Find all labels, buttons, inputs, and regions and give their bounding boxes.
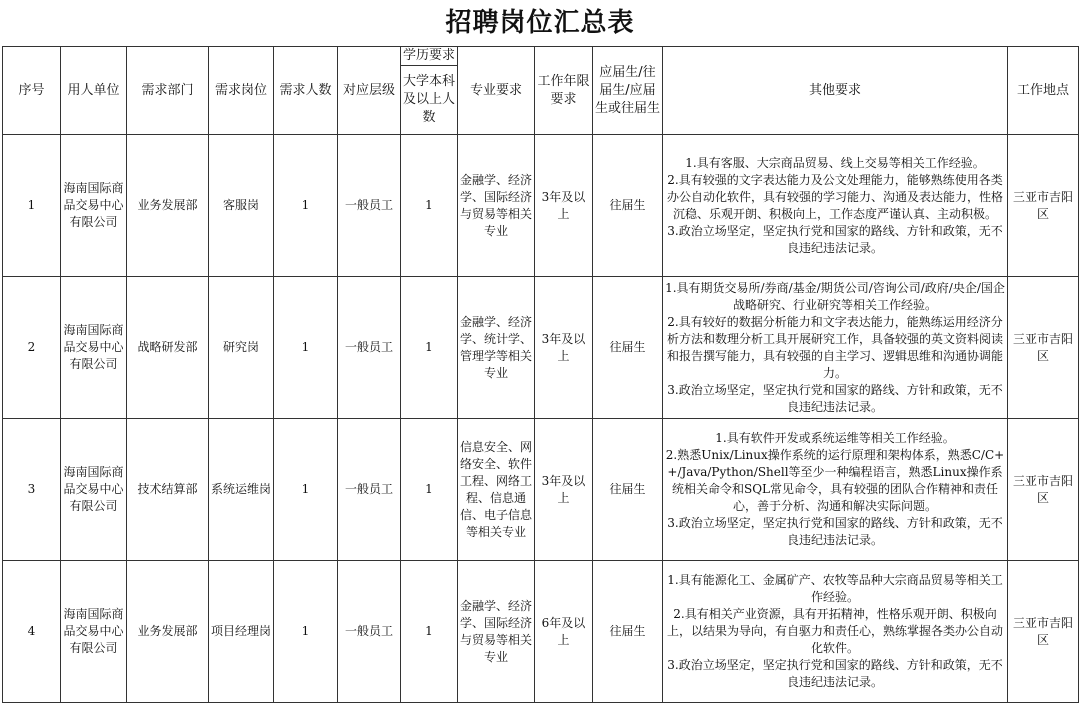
header-other: 其他要求 [663, 47, 1008, 135]
cell-count: 1 [274, 277, 338, 419]
cell-graduate: 往届生 [593, 419, 663, 561]
table-row [3, 419, 1079, 561]
cell-education: 1 [401, 277, 458, 419]
cell-position: 系统运维岗 [209, 419, 274, 561]
requirement-item: 1.具有期货交易所/券商/基金/期货公司/咨询公司/政府/央企/国企战略研究、行业研究等相关工作经验。 [665, 280, 1005, 312]
cell-years: 3年及以上 [535, 135, 593, 277]
cell-major: 信息安全、网络安全、软件工程、网络工程、信息通信、电子信息等相关专业 [458, 419, 535, 561]
requirement-item: 2.具有较强的文字表达能力及公文处理能力，能够熟练使用各类办公自动化软件，具有较强的学习能力、沟通及表达能力，性格沉稳、乐观开朗、积极向上，工作态度严谨认真、主动积极。 [666, 172, 1003, 221]
header-years: 工作年限要求 [535, 47, 593, 135]
cell-seq: 1 [3, 135, 61, 277]
table-row [3, 561, 1079, 703]
cell-location: 三亚市吉阳区 [1008, 419, 1079, 561]
header-graduate: 应届生/往届生/应届生或往届生 [593, 47, 663, 135]
cell-graduate: 往届生 [593, 277, 663, 419]
header-major: 专业要求 [458, 47, 535, 135]
cell-major: 金融学、经济学、统计学、管理学等相关专业 [458, 277, 535, 419]
table-row [3, 135, 1079, 277]
cell-department: 业务发展部 [127, 135, 209, 277]
header-education-group: 学历要求 [401, 47, 458, 66]
cell-level: 一般员工 [338, 561, 401, 703]
header-level: 对应层级 [338, 47, 401, 135]
cell-years: 6年及以上 [535, 561, 593, 703]
cell-employer: 海南国际商品交易中心有限公司 [61, 561, 127, 703]
requirement-item: 3.政治立场坚定，坚定执行党和国家的路线、方针和政策，无不良违纪违法记录。 [667, 516, 1003, 547]
cell-location: 三亚市吉阳区 [1008, 561, 1079, 703]
cell-department: 业务发展部 [127, 561, 209, 703]
header-education: 大学本科及以上人数 [401, 66, 458, 135]
cell-position: 研究岗 [209, 277, 274, 419]
cell-years: 3年及以上 [535, 277, 593, 419]
cell-level: 一般员工 [338, 419, 401, 561]
cell-department: 技术结算部 [127, 419, 209, 561]
cell-count: 1 [274, 419, 338, 561]
cell-education: 1 [401, 561, 458, 703]
requirement-item: 2.具有相关产业资源，具有开拓精神，性格乐观开朗、积极向上，以结果为导向，有自驱力和责任心，熟练掌握各类办公自动化软件。 [666, 607, 1003, 655]
requirement-item: 2.熟悉Unix/Linux操作系统的运行原理和架构体系，熟悉C/C++/Java/Python/Shell等至少一种编程语言，熟悉Linux操作系统相关命令和SQL常见命令，具有较强的团队合作精神和责任心，善于分析、沟通和解决实际问题。 [665, 448, 1005, 513]
header-seq: 序号 [3, 47, 61, 135]
cell-position: 项目经理岗 [209, 561, 274, 703]
requirement-item: 1.具有客服、大宗商品贸易、线上交易等相关工作经验。 [685, 155, 985, 170]
requirement-item: 1.具有软件开发或系统运维等相关工作经验。 [715, 431, 955, 445]
header-employer: 用人单位 [61, 47, 127, 135]
requirement-item: 3.政治立场坚定，坚定执行党和国家的路线、方针和政策，无不良违纪违法记录。 [667, 382, 1003, 414]
cell-other [663, 135, 1008, 277]
header-department: 需求部门 [127, 47, 209, 135]
cell-employer: 海南国际商品交易中心有限公司 [61, 419, 127, 561]
cell-seq: 4 [3, 561, 61, 703]
cell-count: 1 [274, 561, 338, 703]
requirement-item: 3.政治立场坚定，坚定执行党和国家的路线、方针和政策，无不良违纪违法记录。 [667, 658, 1003, 689]
header-location: 工作地点 [1008, 47, 1079, 135]
requirement-item: 1.具有能源化工、金属矿产、农牧等品种大宗商品贸易等相关工作经验。 [667, 573, 1003, 604]
cell-count: 1 [274, 135, 338, 277]
cell-location: 三亚市吉阳区 [1008, 277, 1079, 419]
header-count: 需求人数 [274, 47, 338, 135]
cell-major: 金融学、经济学、国际经济与贸易等相关专业 [458, 135, 535, 277]
page-title: 招聘岗位汇总表 [445, 8, 635, 38]
cell-level: 一般员工 [338, 277, 401, 419]
cell-other [663, 561, 1008, 703]
cell-position: 客服岗 [209, 135, 274, 277]
header-row [3, 47, 1079, 66]
cell-graduate: 往届生 [593, 135, 663, 277]
table-row [3, 277, 1079, 419]
requirement-item: 3.政治立场坚定，坚定执行党和国家的路线、方针和政策，无不良违纪违法记录。 [667, 223, 1003, 255]
cell-major: 金融学、经济学、国际经济与贸易等相关专业 [458, 561, 535, 703]
cell-employer: 海南国际商品交易中心有限公司 [61, 277, 127, 419]
cell-education: 1 [401, 135, 458, 277]
cell-seq: 3 [3, 419, 61, 561]
cell-level: 一般员工 [338, 135, 401, 277]
cell-seq: 2 [3, 277, 61, 419]
requirement-item: 2.具有较好的数据分析能力和文字表达能力，能熟练运用经济分析方法和数理分析工具开展研究工作，具备较强的英文资料阅读和报告撰写能力，具有较强的自主学习、逻辑思维和沟通协调能力。 [666, 314, 1003, 380]
cell-other [663, 277, 1008, 419]
cell-graduate: 往届生 [593, 561, 663, 703]
cell-other [663, 419, 1008, 561]
recruitment-table [2, 46, 1079, 703]
cell-department: 战略研发部 [127, 277, 209, 419]
header-position: 需求岗位 [209, 47, 274, 135]
cell-years: 3年及以上 [535, 419, 593, 561]
cell-education: 1 [401, 419, 458, 561]
cell-employer: 海南国际商品交易中心有限公司 [61, 135, 127, 277]
cell-location: 三亚市吉阳区 [1008, 135, 1079, 277]
